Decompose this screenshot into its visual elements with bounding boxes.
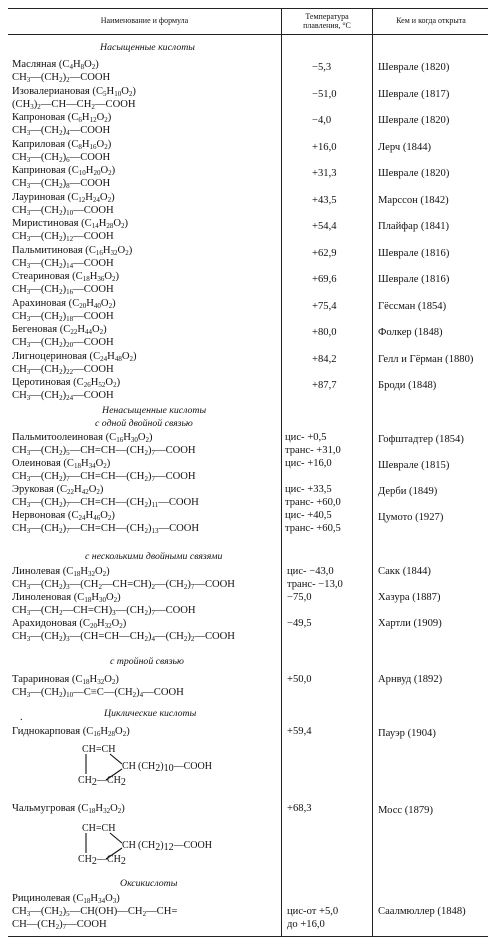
tariric-melting-point: +50,0 [287,674,312,685]
hydnocarpic-discovered-by: Пауэр (1904) [378,728,436,739]
acid-formula: $CH_3—(CH_2)_5—CH=CH—(CH_2)_7—COOH$ [12,445,196,457]
chaulmoogric-melting-point: +68,3 [287,803,312,814]
acid-name: Олеиновая $(C_{18}H_{34}O_2)$ [12,458,111,470]
acid-formula: $CH_3—(CH_2)_{22}—COOH$ [12,363,114,376]
acid-formula: $CH_3—(CH_2)_7—CH=CH—(CH_2)_{13}—COOH$ [12,523,200,535]
acid-name: Пальмитиновая $(C_{16}H_{32}O_2)$ [12,244,133,257]
melting-point: −75,0 [287,592,312,603]
discovered-by: Шеврале (1816) [378,247,450,259]
ring-bottom-ch2: CH2—CH2 [78,854,126,867]
discovered-by: Шеврале (1820) [378,115,450,126]
melting-point-cis: цис- +40,5 [285,510,332,521]
stray-dot: . [20,712,23,723]
melting-point: +31,3 [312,168,337,179]
melting-point: +69,6 [312,274,337,285]
chaulmoogric-chain: (CH2)12—COOH [138,840,212,853]
acid-formula: $CH_3—(CH_2)_3—(CH=CH—CH_2)_4—(CH_2)_2—COOH$ [12,631,235,643]
discovered-by: Хартли (1909) [378,618,442,629]
acid-name: Линоленовая $(C_{18}H_{30}O_2)$ [12,592,121,604]
header-melting-point: Температура плавления, °С [303,12,351,30]
melting-point-cis: цис- +0,5 [285,432,327,443]
acid-formula: $(CH_3)_2—CH—CH_2—COOH$ [12,98,136,111]
ricinoleic-formula-1: $CH_3—(CH_2)_5—CH(OH)—CH_2—CH=$ [12,906,178,918]
acid-formula: $CH_3—(CH_2)_{14}—COOH$ [12,257,114,270]
header-bottom-rule [8,34,488,35]
discovered-by: Сакк (1844) [378,566,431,577]
acid-name: Церотиновая $(C_{26}H_{52}O_2)$ [12,377,121,389]
acid-formula: $CH_3—(CH_2)_2—COOH$ [12,72,111,84]
hydnocarpic-melting-point: +59,4 [287,726,312,737]
section-one-double-bond: с одной двойной связью [95,418,193,429]
discovered-by: Шеврале (1820) [378,62,450,73]
acid-formula: $CH_3—(CH_2)_7—CH=CH—(CH_2)_{11}—COOH$ [12,497,199,509]
melting-point-cis: цис- +33,5 [285,484,332,495]
melting-point: −4,0 [312,115,332,126]
melting-point: +62,9 [312,247,337,259]
melting-point-cis: цис- +16,0 [285,458,332,469]
acid-formula: $CH_3—(CH_2—CH=CH)_3—(CH_2)_7—COOH$ [12,605,196,617]
acid-name: Линолевая $(C_{18}H_{32}O_2)$ [12,566,110,578]
acid-name: Изовалериановая $(C_5H_{10}O_2)$ [12,85,136,98]
discovered-by: Марссон (1842) [378,194,449,206]
acid-name: Миристиновая $(C_{14}H_{28}O_2)$ [12,218,129,230]
ricinoleic-mp-2: до +16,0 [287,919,325,930]
discovered-by: Гёссман (1854) [378,300,447,312]
section-oxyacids: Оксикислоты [120,878,178,889]
melting-point-trans: транс- −13,0 [287,579,343,590]
ring-bottom-ch2: CH2—CH2 [78,775,126,788]
acid-name: Пальмитоолеиновая $(C_{16}H_{30}O_2)$ [12,432,153,444]
acid-formula: $CH_3—(CH_2)_7—CH=CH—(CH_2)_7—COOH$ [12,471,196,483]
discovered-by: Шеврале (1820) [378,168,450,179]
chaulmoogric-structure [70,821,230,867]
melting-point: цис- −43,0 [287,566,334,577]
tariric-discovered-by: Арнвуд (1892) [378,674,443,685]
header-discovered-by: Кем и когда открыта [396,16,466,25]
acid-name: Лауриновая $(C_{12}H_{24}O_2)$ [12,191,115,204]
acid-name: Каприловая $(C_8H_{16}O_2)$ [12,138,112,151]
melting-point: +87,7 [312,380,337,391]
acid-formula: $CH_3—(CH_2)_{24}—COOH$ [12,390,114,402]
ring-top-ch-eq-ch: CH=CH [82,823,116,834]
hydnocarpic-name: Гиднокарповая $(C_{16}H_{28}O_2)$ [12,726,130,738]
ricinoleic-name: Рицинолевая $(C_{18}H_{34}O_3)$ [12,893,120,905]
section-saturated: Насыщенные кислоты [100,42,195,53]
tariric-name: Тарариновая $(C_{18}H_{32}O_2)$ [12,674,119,686]
table-top-rule [8,8,488,9]
ricinoleic-formula-2: $CH—(CH_2)_7—COOH$ [12,919,107,931]
discovered-by: Шеврале (1816) [378,274,450,285]
header-name-formula: Наименование и формула [100,16,189,25]
acid-name: Эруковая $(C_{22}H_{42}O_2)$ [12,484,104,496]
discovered-by: Хазура (1887) [378,592,441,603]
melting-point: −49,5 [287,618,312,629]
ring-ch: CH [122,840,136,851]
tariric-formula: $CH_3—(CH_2)_{10}—C\equiv C—(CH_2)_4—COOH$ [12,687,184,699]
acid-formula: $CH_3—(CH_2)_{10}—COOH$ [12,204,114,217]
acid-formula: $CH_3—(CH_2)_{12}—COOH$ [12,231,114,243]
column-divider-2 [372,8,373,936]
discovered-by: Гофштадтер (1854) [378,434,464,445]
discovered-by: Дерби (1849) [378,486,438,497]
ricinoleic-mp-1: цис-от +5,0 [287,906,339,917]
acid-name: Лигноцериновая $(C_{24}H_{48}O_2)$ [12,350,137,363]
acid-formula: $CH_3—(CH_2)_4—COOH$ [12,125,111,137]
melting-point: +43,5 [312,194,337,206]
chaulmoogric-name: Чальмугровая $(C_{18}H_{32}O_2)$ [12,803,125,815]
acid-formula: $CH_3—(CH_2)_{20}—COOH$ [12,337,114,349]
acid-name: Масляная $(C_4H_8O_2)$ [12,59,99,71]
melting-point: −5,3 [312,62,332,73]
discovered-by: Гелл и Гёрман (1880) [378,353,474,365]
melting-point: +75,4 [312,300,337,312]
melting-point: +80,0 [312,327,337,338]
melting-point-trans: транс- +60,0 [285,497,341,508]
chaulmoogric-discovered-by: Мосс (1879) [378,805,434,816]
melting-point-trans: транс- +31,0 [285,445,341,456]
discovered-by: Броди (1848) [378,380,437,391]
acid-name: Каприновая $(C_{10}H_{20}O_2)$ [12,165,116,177]
acid-formula: $CH_3—(CH_2)_8—COOH$ [12,178,111,190]
melting-point-trans: транс- +60,5 [285,523,341,534]
acid-name: Арахиновая $(C_{20}H_{40}O_2)$ [12,297,116,310]
section-multiple-double-bonds: с несколькими двойными связями [85,551,223,562]
discovered-by: Шеврале (1817) [378,88,450,100]
acid-formula: $CH_3—(CH_2)_6—COOH$ [12,151,111,164]
melting-point: +84,2 [312,353,337,365]
acid-name: Арахидоновая $(C_{20}H_{32}O_2)$ [12,618,127,630]
acid-formula: $CH_3—(CH_2)_{18}—COOH$ [12,310,114,323]
discovered-by: Фолкер (1848) [378,327,443,338]
ring-ch: CH [122,761,136,772]
acid-formula: $CH_3—(CH_2)_{16}—COOH$ [12,284,114,296]
section-unsaturated: Ненасыщенные кислоты [102,405,207,416]
melting-point: +54,4 [312,221,337,232]
discovered-by: Шеврале (1815) [378,460,450,471]
ring-top-ch-eq-ch: CH=CH [82,744,116,755]
discovered-by: Плайфар (1841) [378,221,450,232]
acid-name: Стеариновая $(C_{18}H_{36}O_2)$ [12,271,120,283]
hydnocarpic-chain: (CH2)10—COOH [138,761,212,774]
acid-formula: $CH_3—(CH_2)_3—(CH_2—CH=CH)_2—(CH_2)_7—COOH$ [12,579,235,591]
acid-name: Бегеновая $(C_{22}H_{44}O_2)$ [12,324,107,336]
melting-point: +16,0 [312,141,337,153]
section-cyclic: Циклические кислоты [104,708,197,719]
hydnocarpic-structure [70,742,230,788]
discovered-by: Цумото (1927) [378,512,444,523]
acid-name: Нервоновая $(C_{24}H_{46}O_2)$ [12,510,115,522]
section-triple-bond: с тройной связью [110,656,184,667]
discovered-by: Лерч (1844) [378,141,432,153]
ricinoleic-discovered-by: Саалмюллер (1848) [378,906,466,917]
acid-name: Капроновая $(C_6H_{12}O_2)$ [12,112,112,124]
table-bottom-rule [8,936,488,937]
column-divider-1 [281,8,282,936]
melting-point: −51,0 [312,88,337,100]
